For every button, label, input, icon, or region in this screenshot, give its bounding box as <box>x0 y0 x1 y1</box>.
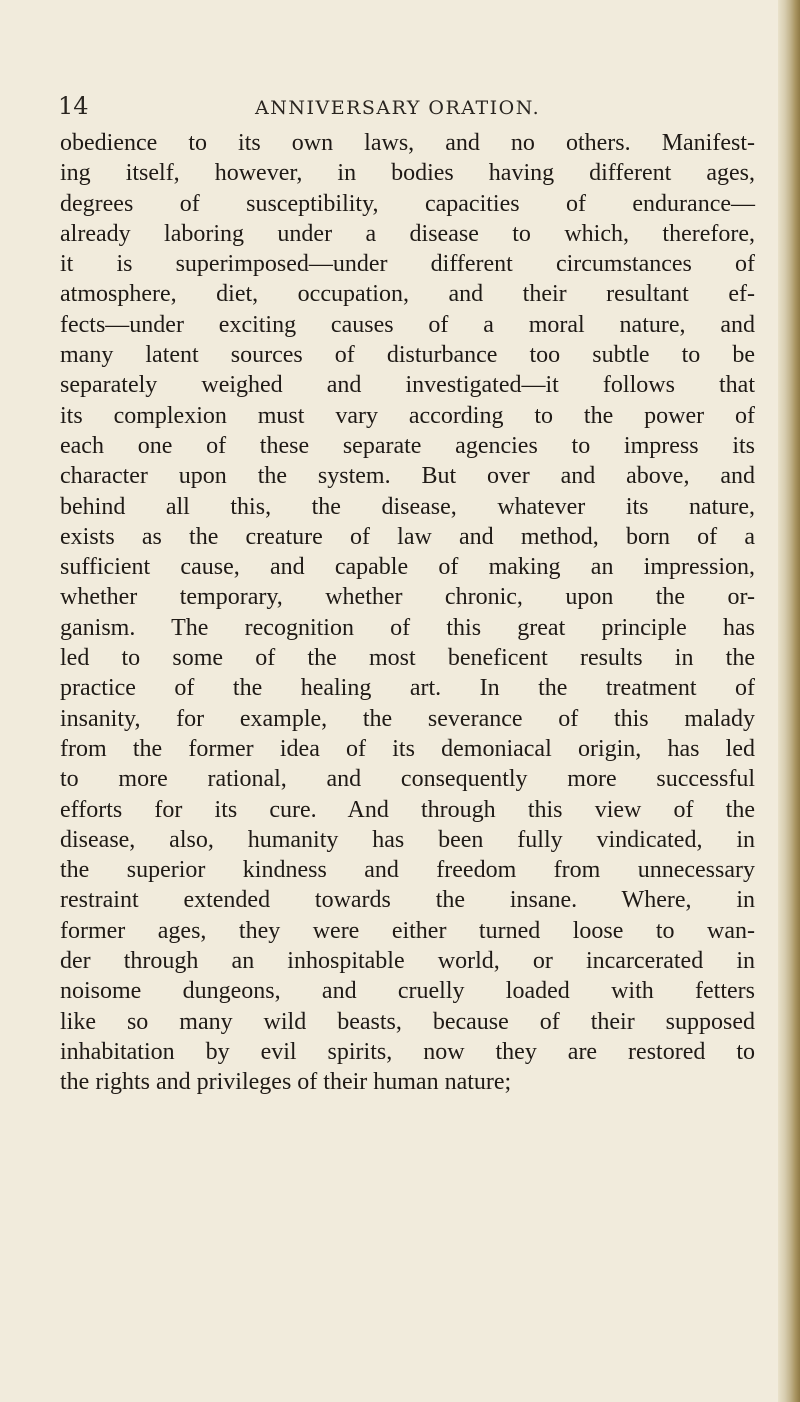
text-line: fects—under exciting causes of a moral nature, and <box>60 311 755 338</box>
text-line: inhabitation by evil spirits, now they are restored to <box>60 1038 755 1065</box>
text-line: der through an inhospitable world, or incarcerated in <box>60 948 755 975</box>
text-line: sufficient cause, and capable of making an impression, <box>60 554 755 581</box>
running-head: ANNIVERSARY ORATION. <box>255 97 541 119</box>
text-line: from the former idea of its demoniacal origin, has led <box>60 735 755 762</box>
text-line: like so many wild beasts, because of their supposed <box>60 1008 755 1035</box>
text-line: it is superimposed—under different circumstances of <box>60 251 755 278</box>
text-line: efforts for its cure. And through this view of the <box>60 796 755 823</box>
text-line: restraint extended towards the insane. Where, in <box>60 887 755 914</box>
text-line: atmosphere, diet, occupation, and their resultant ef- <box>60 281 755 308</box>
text-line: each one of these separate agencies to impress its <box>60 432 755 459</box>
text-line: former ages, they were either turned loose to wan- <box>60 917 755 944</box>
text-line: character upon the system. But over and above, and <box>60 463 755 490</box>
text-line: noisome dungeons, and cruelly loaded with fetters <box>60 978 755 1005</box>
text-line: its complexion must vary according to the power of <box>60 402 755 429</box>
body-text <box>60 128 755 1098</box>
text-line: the rights and privileges of their human nature; <box>60 1069 512 1096</box>
text-line: practice of the healing art. In the treatment of <box>60 675 755 702</box>
text-line: ing itself, however, in bodies having different ages, <box>60 160 755 187</box>
text-line: ganism. The recognition of this great principle has <box>60 614 755 641</box>
text-line: many latent sources of disturbance too subtle to be <box>60 342 755 369</box>
page-header <box>0 92 760 122</box>
text-line: obedience to its own laws, and no others. Manifest- <box>60 130 755 156</box>
text-line: exists as the creature of law and method, born of a <box>60 523 755 550</box>
text-line: whether temporary, whether chronic, upon the or- <box>60 584 755 611</box>
page-number: 14 <box>58 92 89 120</box>
text-line: separately weighed and investigated—it follows that <box>60 372 755 399</box>
text-line: to more rational, and consequently more successful <box>60 766 755 793</box>
text-line: behind all this, the disease, whatever its nature, <box>60 493 755 520</box>
text-line: disease, also, humanity has been fully vindicated, in <box>60 826 755 853</box>
text-line: already laboring under a disease to which, therefore, <box>60 220 755 247</box>
page-edge <box>778 0 800 1402</box>
text-line: led to some of the most beneficent results in the <box>60 645 755 672</box>
text-line: insanity, for example, the severance of this malady <box>60 705 755 732</box>
text-line: degrees of susceptibility, capacities of endurance— <box>60 190 755 217</box>
text-line: the superior kindness and freedom from unnecessary <box>60 857 755 884</box>
